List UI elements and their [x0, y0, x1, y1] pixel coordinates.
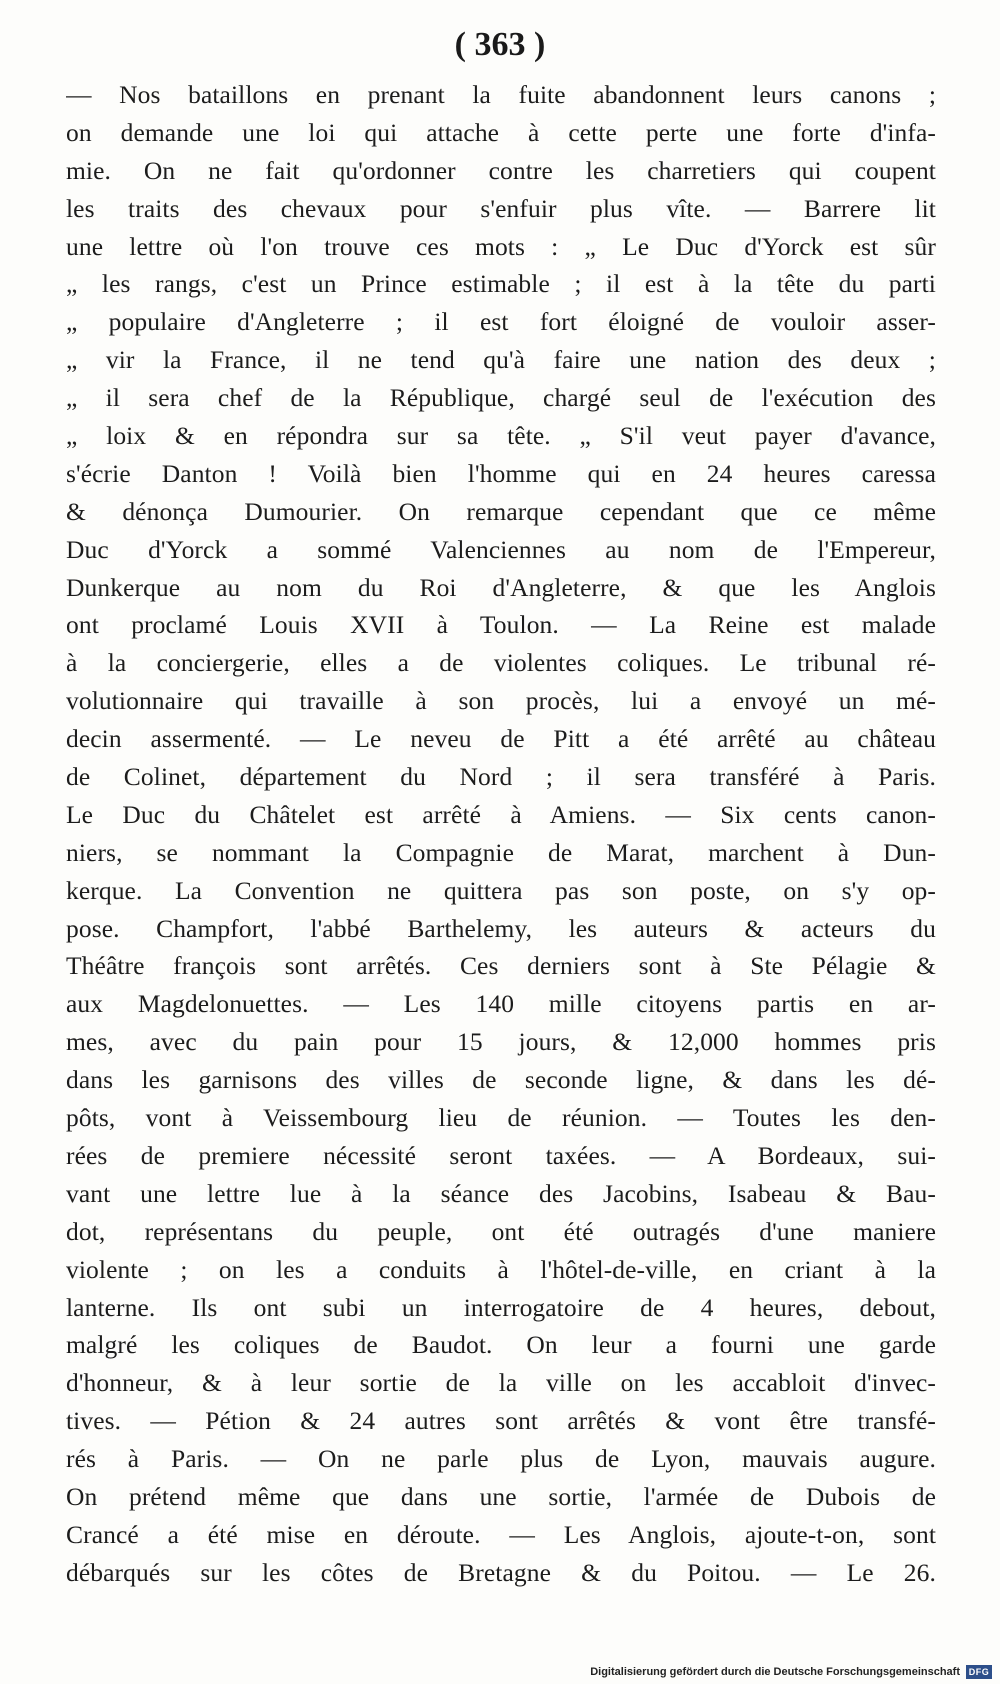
- text-line: débarqués sur les côtes de Bretagne & du Poitou. — Le 26.: [66, 1557, 936, 1587]
- text-line: malgré les coliques de Baudot. On leur a fourni une garde: [66, 1330, 936, 1360]
- digitization-footer: [0, 1660, 1000, 1684]
- text-line: tives. — Pétion & 24 autres sont arrêtés & vont être transfé-: [66, 1406, 936, 1436]
- text-line: Crancé a été mise en déroute. — Les Anglois, ajoute-t-on, sont: [66, 1519, 936, 1549]
- text-line: s'écrie Danton ! Voilà bien l'homme qui en 24 heures caressa: [66, 458, 936, 488]
- text-line: une lettre où l'on trouve ces mots : „ Le Duc d'Yorck est sûr: [66, 231, 936, 261]
- text-line: vant une lettre lue à la séance des Jacobins, Isabeau & Bau-: [66, 1178, 936, 1208]
- text-line: „ il sera chef de la République, chargé seul de l'exécution des: [66, 383, 936, 413]
- text-line: „ les rangs, c'est un Prince estimable ; il est à la tête du parti: [66, 269, 936, 299]
- text-line: pose. Champfort, l'abbé Barthelemy, les auteurs & acteurs du: [66, 913, 936, 943]
- text-line: Le Duc du Châtelet est arrêté à Amiens. — Six cents canon-: [66, 799, 936, 829]
- text-line: mes, avec du pain pour 15 jours, & 12,000 hommes pris: [66, 1027, 936, 1057]
- text-line: — Nos bataillons en prenant la fuite abandonnent leurs canons ;: [66, 80, 936, 109]
- text-line: Théâtre françois sont arrêtés. Ces derniers sont à Ste Pélagie &: [66, 951, 936, 981]
- text-line: ont proclamé Louis XVII à Toulon. — La Reine est malade: [66, 610, 936, 640]
- text-line: aux Magdelonuettes. — Les 140 mille citoyens partis en ar-: [66, 989, 936, 1019]
- text-line: dans les garnisons des villes de seconde ligne, & dans les dé-: [66, 1065, 936, 1095]
- text-line: Dunkerque au nom du Roi d'Angleterre, & que les Anglois: [66, 572, 936, 602]
- text-line: & dénonça Dumourier. On remarque cependant que ce même: [66, 496, 936, 526]
- text-line: rés à Paris. — On ne parle plus de Lyon, mauvais augure.: [66, 1444, 936, 1474]
- text-line: violente ; on les a conduits à l'hôtel-de-ville, en criant à la: [66, 1254, 936, 1284]
- text-line: rées de premiere nécessité seront taxées. — A Bordeaux, sui-: [66, 1140, 936, 1170]
- text-line: volutionnaire qui travaille à son procès, lui a envoyé un mé-: [66, 686, 936, 716]
- text-line: à la conciergerie, elles a de violentes coliques. Le tribunal ré-: [66, 648, 936, 678]
- page-number: ( 363 ): [454, 26, 546, 63]
- text-line: kerque. La Convention ne quittera pas son poste, on s'y op-: [66, 875, 936, 905]
- text-line: pôts, vont à Veissembourg lieu de réunion. — Toutes les den-: [66, 1103, 936, 1133]
- text-line: „ loix & en répondra sur sa tête. „ S'il veut payer d'avance,: [66, 421, 936, 451]
- text-line: niers, se nommant la Compagnie de Marat, marchent à Dun-: [66, 837, 936, 867]
- text-line: decin assermenté. — Le neveu de Pitt a été arrêté au château: [66, 724, 936, 754]
- digitization-credit: Digitalisierung gefördert durch die Deutsche Forschungsgemeinschaft: [590, 1666, 960, 1678]
- text-line: On prétend même que dans une sortie, l'armée de Dubois de: [66, 1481, 936, 1511]
- text-line: on demande une loi qui attache à cette perte une forte d'infa-: [66, 117, 936, 147]
- dfg-logo: DFG: [966, 1665, 992, 1679]
- text-line: de Colinet, département du Nord ; il sera transféré à Paris.: [66, 762, 936, 792]
- text-line: d'honneur, & à leur sortie de la ville on les accabloit d'invec-: [66, 1368, 936, 1398]
- text-line: lanterne. Ils ont subi un interrogatoire de 4 heures, debout,: [66, 1292, 936, 1322]
- text-line: les traits des chevaux pour s'enfuir plus vîte. — Barrere lit: [66, 193, 936, 223]
- text-line: „ vir la France, il ne tend qu'à faire une nation des deux ;: [66, 345, 936, 375]
- text-line: Duc d'Yorck a sommé Valenciennes au nom de l'Empereur,: [66, 534, 936, 564]
- text-body: [66, 76, 936, 1592]
- text-line: dot, représentans du peuple, ont été outragés d'une maniere: [66, 1216, 936, 1246]
- text-line: mie. On ne fait qu'ordonner contre les charretiers qui coupent: [66, 155, 936, 185]
- text-line: „ populaire d'Angleterre ; il est fort éloigné de vouloir asser-: [66, 307, 936, 337]
